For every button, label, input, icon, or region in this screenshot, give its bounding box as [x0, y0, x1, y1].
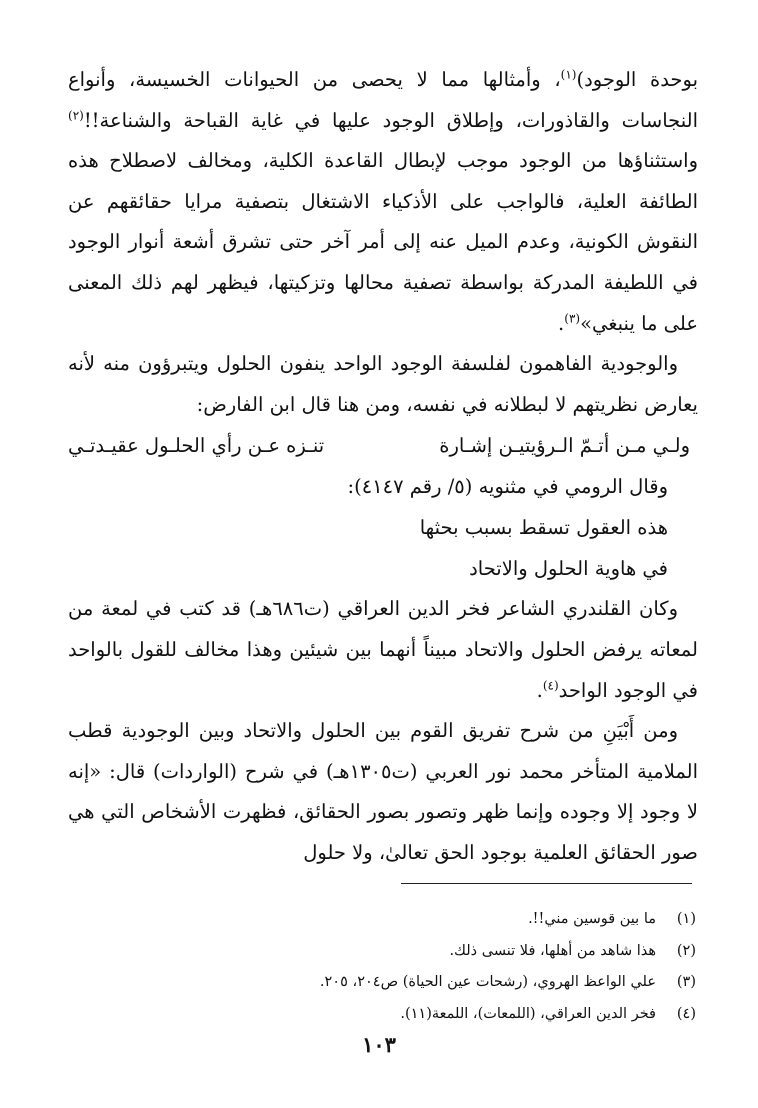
paragraph-2: والوجودية الفاهمون لفلسفة الوجود الواحد ينفون الحلول ويتبرؤون منه لأنه يعارض نظريتهم لا لبطلانه في نفسه، ومن هنا قال ابن الفارض: — [68, 352, 698, 416]
main-text — [68, 60, 698, 425]
footnote-ref-1[interactable]: (١) — [560, 67, 577, 82]
footnote-ref-3[interactable]: (٣) — [564, 311, 581, 326]
footnote-number: (٣) — [676, 974, 696, 990]
footnote-number: (٢) — [676, 942, 696, 959]
poem-line-2: في هاوية الحلول والاتحاد — [469, 557, 668, 581]
verse-second-hemistich: تنـزه عـن رأي الحلـول عقيـدتـي — [68, 434, 325, 458]
rumi-quote — [68, 466, 698, 589]
footnote-separator — [401, 883, 692, 884]
verse-first-hemistich: ولـي مـن أتـمّ الـرؤيتيـن إشـارة — [439, 434, 690, 458]
paragraph-4: ومن أَبْيَنِ من شرح تفريق القوم بين الحلول والاتحاد وبين الوجودية قطب الملامية المتأخر محمد نور العربي (ت١٣٠٥هـ) في شرح (الواردات) قال: «إنه لا وجود إلا وجوده وإنما ظهر وتصور بصور الحقائق، فظهرت الأشخاص التي هي صور الحقائق العلمية بوجود الحق تعالىٰ، ولا حلول — [68, 719, 699, 864]
footnote — [68, 999, 698, 1031]
footnote-number: (١) — [676, 911, 696, 927]
paragraph-1: بوحدة الوجود)$^{(١)}$، وأمثالها مما لا يحصى من الحيوانات الخسيسة، وأنواع النجاسات والقاذورات، وإطلاق الوجود عليها في غاية القباحة والشناعة!!$^{(٢)}$ واستثناؤها من الوجود موجب لإبطال القاعدة الكلية، ومخالف لاصطلاح هذه الطائفة العلية، فالواجب على الأذكياء الاشتغال بتصفية مرايا حقائقهم عن النقوش الكونية، وعدم الميل عنه إلى أمر آخر حتى تشرق أشعة أنوار الوجود في اللطيفة المدركة بواسطة تصفية محالها وتزكيتها، فيظهر لهم ذلك المعنى على ما ينبغي»$^{(٣)}$. — [68, 67, 698, 335]
footnote-number: (٤) — [676, 1005, 696, 1022]
page-body — [68, 60, 698, 874]
footnote-text: فخر الدين العراقي، (اللمعات)، اللمعة(١١). — [400, 1005, 656, 1022]
footnote-ref-4[interactable]: (٤) — [542, 678, 559, 693]
verse-line — [68, 425, 698, 466]
footnote-text: ما بين قوسين مني!!. — [528, 911, 656, 927]
footnotes — [68, 904, 698, 1030]
footnote — [68, 904, 698, 936]
main-text-continued — [68, 589, 698, 873]
rumi-intro: وقال الرومي في مثنويه (٥/ رقم ٤١٤٧): — [347, 475, 668, 499]
footnote-ref-2[interactable]: (٢) — [68, 108, 84, 123]
footnote — [68, 936, 698, 968]
footnote-text: هذا شاهد من أهلها، فلا تنسى ذلك. — [449, 942, 656, 959]
paragraph-3: وكان القلندري الشاعر فخر الدين العراقي (ت٦٨٦هـ) قد كتب في لمعة من لمعاته يرفض الحلول والاتحاد مبيناً أنهما بين شيئين وهذا مخالف للقول بالواحد في الوجود الواحد$^{(٤)}$. — [68, 597, 698, 702]
footnote-text: علي الواعظ الهروي، (رشحات عين الحياة) ص٢٠٤، ٢٠٥. — [319, 974, 656, 990]
page-number: ١٠٣ — [362, 1032, 396, 1057]
poem-line-1: هذه العقول تسقط بسبب بحثها — [419, 516, 668, 540]
footnote — [68, 967, 698, 999]
